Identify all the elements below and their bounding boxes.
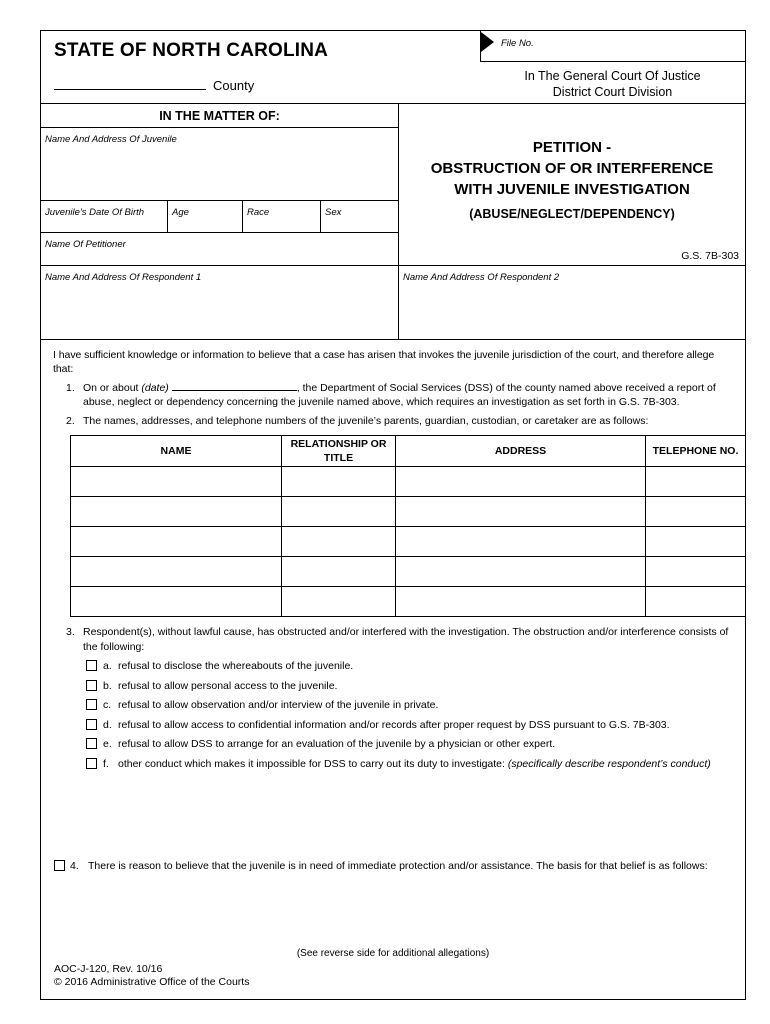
date-label: (date) xyxy=(141,381,169,394)
option-b-letter: b. xyxy=(103,679,112,692)
dob-field[interactable] xyxy=(41,201,168,232)
option-e-text: refusal to allow DSS to arrange for an evaluation of the juvenile by a physician or other expert. xyxy=(118,738,556,751)
checkbox-d[interactable] xyxy=(86,719,97,730)
option-f-text xyxy=(118,757,735,771)
petition-title-line-2: OBSTRUCTION OF OR INTERFERENCE xyxy=(430,160,714,177)
petition-body xyxy=(41,340,745,874)
obstruction-option-a xyxy=(86,659,735,673)
respondent1-field[interactable] xyxy=(41,266,399,339)
respondent2-label: Name And Address Of Respondent 2 xyxy=(403,272,560,283)
reverse-side-note: (See reverse side for additional allegations) xyxy=(296,948,490,959)
table-row xyxy=(71,467,746,497)
table-cell[interactable] xyxy=(71,467,282,497)
county-blank-field[interactable] xyxy=(54,77,206,90)
table-cell[interactable] xyxy=(282,587,396,617)
copyright-notice: © 2016 Administrative Office of the Courts xyxy=(54,976,250,988)
state-title: STATE OF NORTH CAROLINA xyxy=(54,40,329,61)
petition-title-line-3: WITH JUVENILE INVESTIGATION xyxy=(454,181,690,198)
table-cell[interactable] xyxy=(646,497,746,527)
allegation-3 xyxy=(53,625,735,654)
option-d-text: refusal to allow access to confidential information and/or records after proper request by DSS pursuant to G.S. 7B-303. xyxy=(118,718,670,731)
dob-label: Juvenile’s Date Of Birth xyxy=(45,207,145,218)
header-left xyxy=(41,31,480,103)
county-line xyxy=(54,77,480,93)
form-number: AOC-J-120, Rev. 10/16 xyxy=(54,963,163,975)
allegation-1-post: , the Department of Social Services (DSS) of the county named above received a report of abuse, neglect or dependency concerning the juvenile named above, which requires an investigation as set forth in G.S. 7B-303. xyxy=(83,381,716,409)
option-a-letter: a. xyxy=(103,660,112,673)
option-c-text: refusal to allow observation and/or interview of the juvenile in private. xyxy=(118,699,439,712)
checkbox-f[interactable] xyxy=(86,758,97,769)
table-cell[interactable] xyxy=(646,557,746,587)
table-cell[interactable] xyxy=(282,557,396,587)
table-header-row xyxy=(71,436,746,467)
juvenile-name-address-field[interactable] xyxy=(41,127,398,200)
option-f-instruction: (specifically describe respondent’s conduct) xyxy=(507,757,711,770)
header-section xyxy=(41,31,745,103)
col-header-name: NAME xyxy=(71,436,282,467)
table-cell[interactable] xyxy=(396,527,646,557)
petitioner-label: Name Of Petitioner xyxy=(45,239,126,250)
file-no-pointer-icon xyxy=(481,32,494,52)
col-header-telephone: TELEPHONE NO. xyxy=(646,436,746,467)
allegation-2 xyxy=(53,414,735,428)
obstruction-option-f xyxy=(86,757,735,771)
court-line-2: District Court Division xyxy=(552,85,673,99)
court-line-1: In The General Court Of Justice xyxy=(524,69,701,83)
allegation-1 xyxy=(53,381,735,410)
table-cell[interactable] xyxy=(396,497,646,527)
matter-heading: IN THE MATTER OF: xyxy=(159,109,280,123)
table-cell[interactable] xyxy=(71,557,282,587)
table-cell[interactable] xyxy=(282,497,396,527)
option-e-letter: e. xyxy=(103,738,112,751)
allegation-1-text xyxy=(83,381,735,410)
allegation-3-number: 3. xyxy=(66,626,75,639)
form-footer xyxy=(41,948,745,988)
court-division-block xyxy=(480,62,745,100)
allegation-2-number: 2. xyxy=(66,414,75,427)
petition-title-block xyxy=(399,104,745,265)
col-header-relationship: RELATIONSHIP OR TITLE xyxy=(282,436,396,467)
table-cell[interactable] xyxy=(646,587,746,617)
statute-reference: G.S. 7B-303 xyxy=(681,250,739,262)
age-label: Age xyxy=(172,207,189,218)
option-d-letter: d. xyxy=(103,718,112,731)
option-a-text: refusal to disclose the whereabouts of the juvenile. xyxy=(118,660,354,673)
table-row xyxy=(71,587,746,617)
table-cell[interactable] xyxy=(396,587,646,617)
county-label: County xyxy=(213,78,255,93)
parties-table xyxy=(70,435,746,617)
petitioner-field[interactable] xyxy=(41,232,398,265)
table-cell[interactable] xyxy=(71,587,282,617)
obstruction-option-e xyxy=(86,737,735,751)
race-label: Race xyxy=(247,207,270,218)
obstruction-option-c xyxy=(86,698,735,712)
race-field[interactable] xyxy=(243,201,321,232)
checkbox-a[interactable] xyxy=(86,660,97,671)
table-cell[interactable] xyxy=(282,527,396,557)
option-f-main-text: other conduct which makes it impossible for DSS to carry out its duty to investigate: xyxy=(118,757,505,770)
header-right xyxy=(480,31,745,103)
file-no-label: File No. xyxy=(501,38,534,49)
col-header-address: ADDRESS xyxy=(396,436,646,467)
option-b-text: refusal to allow personal access to the juvenile. xyxy=(118,679,338,692)
table-cell[interactable] xyxy=(396,557,646,587)
file-no-field[interactable] xyxy=(480,31,745,62)
table-row xyxy=(71,557,746,587)
table-cell[interactable] xyxy=(282,467,396,497)
option-c-letter: c. xyxy=(103,699,112,712)
juvenile-name-address-label: Name And Address Of Juvenile xyxy=(45,134,177,145)
date-blank-field[interactable] xyxy=(172,381,297,391)
table-cell[interactable] xyxy=(646,467,746,497)
matter-left-column xyxy=(41,104,399,265)
option-f-letter: f. xyxy=(103,757,109,770)
allegation-4-text: There is reason to believe that the juvenile is in need of immediate protection and/or assistance. The basis for that belief is as follows: xyxy=(88,860,708,873)
checkbox-c[interactable] xyxy=(86,699,97,710)
respondent1-label: Name And Address Of Respondent 1 xyxy=(45,272,202,283)
table-row xyxy=(71,497,746,527)
table-cell[interactable] xyxy=(646,527,746,557)
obstruction-option-d xyxy=(86,718,735,732)
allegation-3-text: Respondent(s), without lawful cause, has obstructed and/or interfered with the investigation. The obstruction and/or interference consists of the following: xyxy=(83,626,729,653)
allegation-4-number: 4. xyxy=(70,860,79,873)
juvenile-detail-row xyxy=(41,200,398,232)
allegation-1-pre: On or about xyxy=(83,381,139,394)
respondent-row xyxy=(41,265,745,340)
age-field[interactable] xyxy=(168,201,243,232)
table-row xyxy=(71,527,746,557)
allegation-2-text: The names, addresses, and telephone numbers of the juvenile’s parents, guardian, custodian, or caretaker are as follows: xyxy=(83,414,649,427)
petition-title-line-1: PETITION - xyxy=(532,139,612,156)
obstruction-option-b xyxy=(86,679,735,693)
matter-section xyxy=(41,103,745,265)
respondent2-field[interactable] xyxy=(399,266,745,339)
checkbox-e[interactable] xyxy=(86,738,97,749)
table-cell[interactable] xyxy=(71,527,282,557)
table-cell[interactable] xyxy=(396,467,646,497)
checkbox-4[interactable] xyxy=(54,860,65,871)
petition-subtitle: (ABUSE/NEGLECT/DEPENDENCY) xyxy=(469,207,675,221)
allegation-4 xyxy=(54,859,735,873)
sex-field[interactable] xyxy=(321,201,398,232)
allegation-1-number: 1. xyxy=(66,381,75,394)
intro-text: I have sufficient knowledge or information to believe that a case has arisen that invokes the juvenile jurisdiction of the court, and therefore allege that: xyxy=(53,349,715,376)
sex-label: Sex xyxy=(325,207,342,218)
form-page xyxy=(40,30,746,1000)
checkbox-b[interactable] xyxy=(86,680,97,691)
table-cell[interactable] xyxy=(71,497,282,527)
